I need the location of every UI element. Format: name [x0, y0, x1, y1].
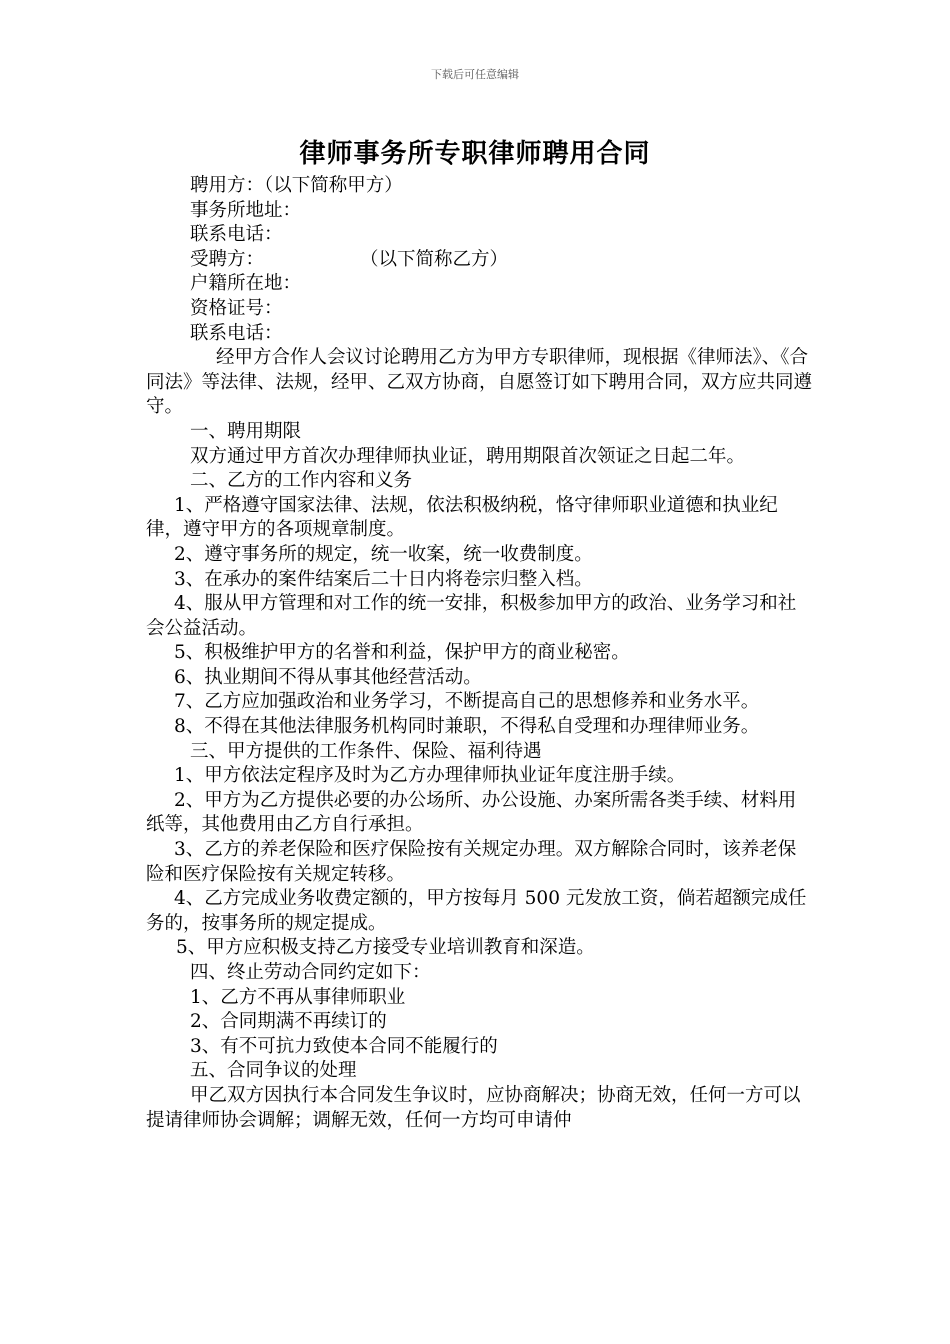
list-item: 4、乙方完成业务收费定额的，甲方按每月 500 元发放工资，倘若超额完成任务的，按事务所的规定提成。 [146, 888, 807, 934]
list-item: 1、甲方依法定程序及时为乙方办理律师执业证年度注册手续。 [174, 765, 686, 787]
contract-body [146, 174, 814, 1133]
field-employee-label: 受聘方： [190, 248, 265, 270]
list-item: 3、有不可抗力致使本合同不能履行的 [190, 1035, 498, 1057]
list-item: 2、甲方为乙方提供必要的办公场所、办公设施、办案所需各类手续、材料用纸等，其他费用由乙方自行承担。 [146, 789, 797, 836]
section-heading: 一、聘用期限 [190, 420, 302, 442]
list-item: 4、服从甲方管理和对工作的统一安排，积极参加甲方的政治、业务学习和社会公益活动。 [146, 593, 797, 639]
list-item: 2、合同期满不再续订的 [190, 1011, 387, 1033]
field-household: 户籍所在地： [190, 273, 302, 295]
list-item: 6、执业期间不得从事其他经营活动。 [174, 666, 482, 688]
field-employer: 聘用方：（以下简称甲方） [190, 175, 403, 196]
list-item: 8、不得在其他法律服务机构同时兼职，不得私自受理和办理律师业务。 [174, 716, 760, 738]
field-phone: 联系电话： [190, 322, 283, 344]
page-header: 下载后可任意编辑 [431, 68, 519, 81]
list-item: 7、乙方应加强政治和业务学习，不断提高自己的思想修养和业务水平。 [174, 691, 760, 713]
field-employee [146, 248, 814, 273]
list-item: 1、乙方不再从事律师职业 [190, 986, 406, 1008]
list-item: 3、在承办的案件结案后二十日内将卷宗归整入档。 [174, 568, 593, 590]
section-heading: 五、合同争议的处理 [190, 1060, 357, 1082]
list-item: 3、乙方的养老保险和医疗保险按有关规定办理。双方解除合同时，该养老保险和医疗保险按有关规定转移。 [146, 839, 797, 885]
list-item: 2、遵守事务所的规定，统一收案，统一收费制度。 [174, 543, 593, 565]
section-paragraph: 双方通过甲方首次办理律师执业证，聘用期限首次领证之日起二年。 [190, 445, 746, 467]
intro-paragraph: 经甲方合作人会议讨论聘用乙方为甲方专职律师，现根据《律师法》、《合同法》等法律、法规，经甲、乙双方协商，自愿签订如下聘用合同，双方应共同遵守。 [146, 347, 813, 418]
list-item: 1、严格遵守国家法律、法规，依法积极纳税，恪守律师职业道德和执业纪律，遵守甲方的各项规章制度。 [146, 494, 778, 541]
section-heading: 二、乙方的工作内容和义务 [190, 470, 413, 492]
list-item: 5、甲方应积极支持乙方接受专业培训教育和深造。 [176, 937, 595, 959]
field-address: 事务所地址： [190, 199, 302, 221]
field-phone: 联系电话： [190, 224, 283, 246]
section-heading: 三、甲方提供的工作条件、保险、福利待遇 [190, 740, 542, 762]
field-employee-suffix: （以下简称乙方） [360, 248, 509, 270]
section-paragraph: 甲乙双方因执行本合同发生争议时，应协商解决；协商无效，任何一方可以提请律师协会调解；调解无效，任何一方均可申请仲 [146, 1084, 801, 1131]
field-license: 资格证号： [190, 297, 283, 319]
section-heading: 四、终止劳动合同约定如下： [190, 962, 431, 983]
document-title: 律师事务所专职律师聘用合同 [299, 139, 651, 169]
list-item: 5、积极维护甲方的名誉和利益，保护甲方的商业秘密。 [174, 642, 630, 664]
